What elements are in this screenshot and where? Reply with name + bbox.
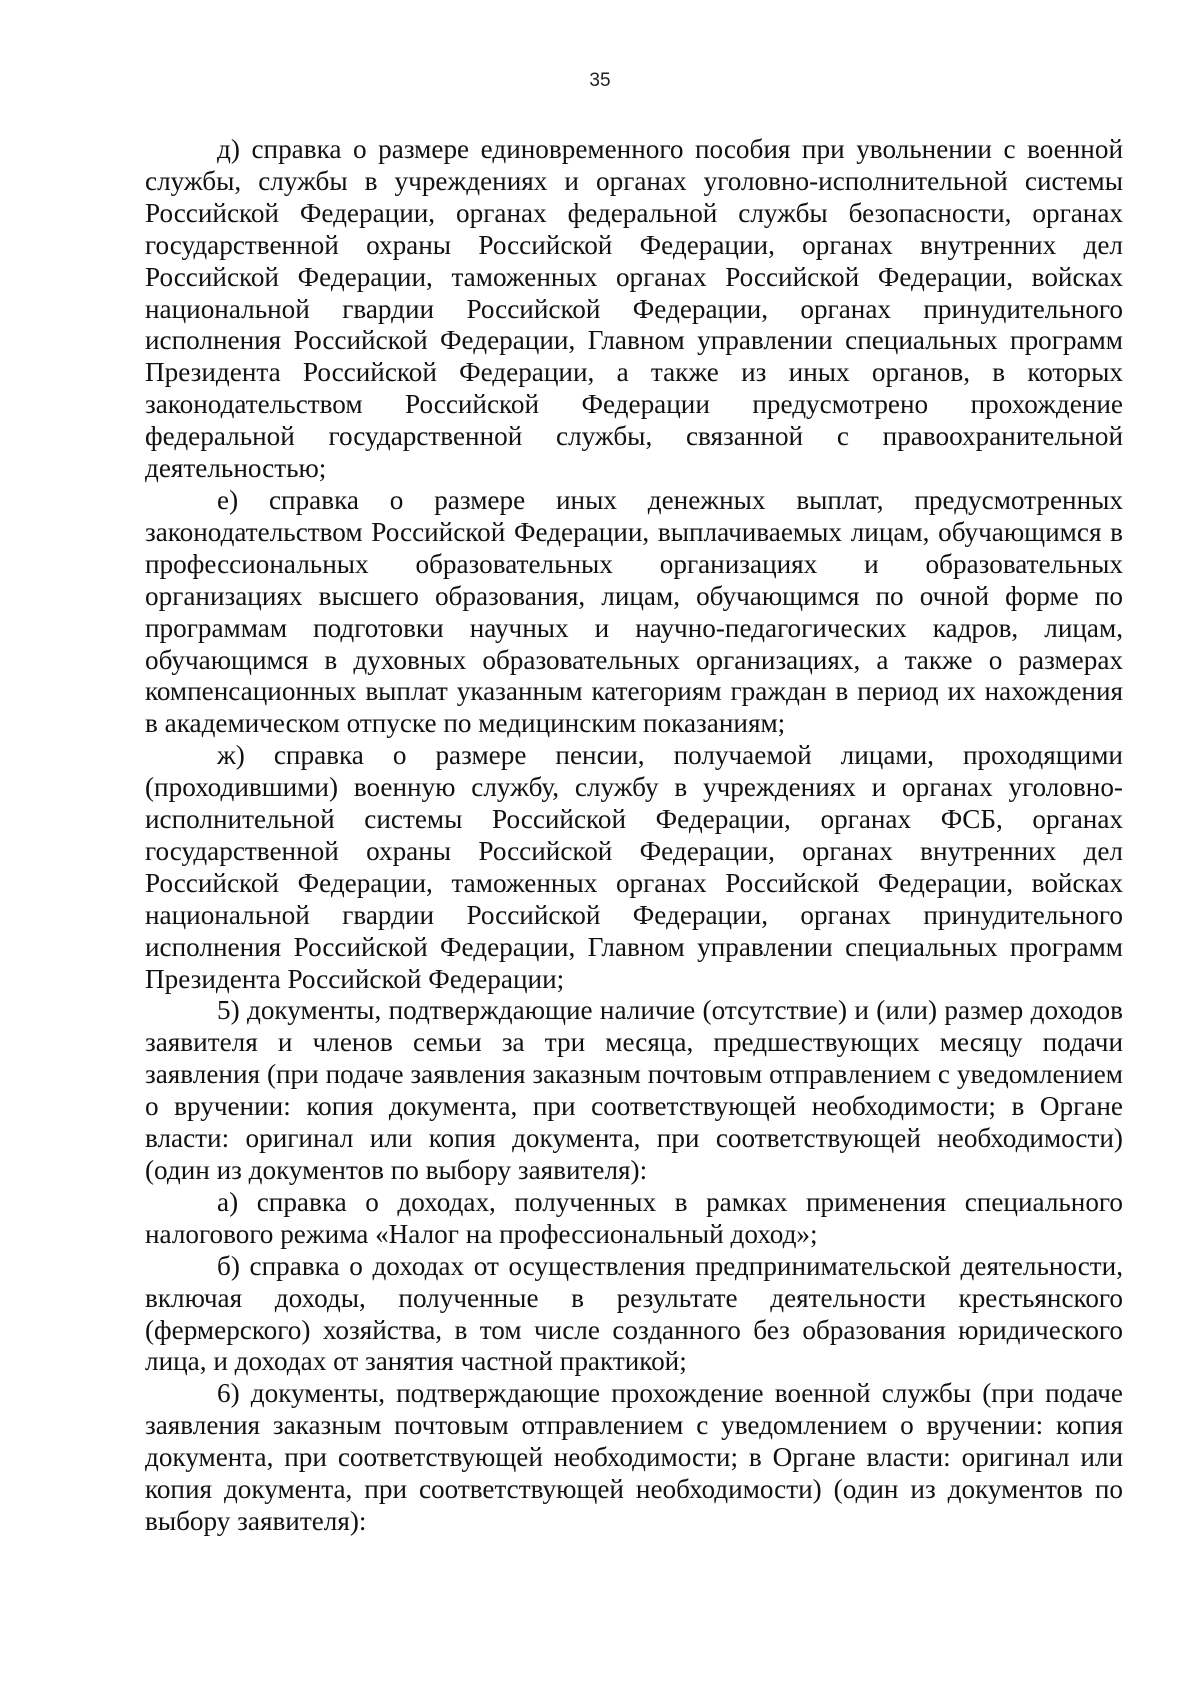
paragraph-b-business-income: б) справка о доходах от осуществления предпринимательской деятельности, включая доходы, полученные в результате деятельности крестьянского (фермерского) хозяйства, в том числе созданного без образования юридического лица, и доходах от занятия частной практикой; (145, 1250, 1123, 1377)
paragraph-5-income-documents: 5) документы, подтверждающие наличие (отсутствие) и (или) размер доходов заявителя и членов семьи за три месяца, предшествующих месяцу подачи заявления (при подаче заявления заказным почтовым отправлением с уведомлением о вручении: копия документа, при соответствующей необходимости; в Органе власти: оригинал или копия документа, при соответствующей необходимости) (один из документов по выбору заявителя): (145, 995, 1123, 1185)
document-body (145, 134, 1123, 1538)
paragraph-6-military-service: 6) документы, подтверждающие прохождение военной службы (при подаче заявления заказным почтовым отправлением с уведомлением о вручении: копия документа, при соответствующей необходимости; в Органе власти: оригинал или копия документа, при соответствующей необходимости) (один из документов по выбору заявителя): (145, 1378, 1123, 1536)
paragraph-zh-pension: ж) справка о размере пенсии, получаемой лицами, проходящими (проходившими) военную службу, службу в учреждениях и органах уголовно-исполнительной системы Российской Федерации, органах ФСБ, органах государственной охраны Российской Федерации, органах внутренних дел Российской Федерации, таможенных органах Российской Федерации, войсках национальной гвардии Российской Федерации, органах принудительного исполнения Российской Федерации, Главном управлении специальных программ Президента Российской Федерации; (145, 740, 1123, 994)
page-number: 35 (589, 70, 611, 91)
paragraph-e-other-payments: е) справка о размере иных денежных выплат, предусмотренных законодательством Российской Федерации, выплачиваемых лицам, обучающимся в профессиональных образовательных организациях и образовательных организациях высшего образования, лицам, обучающимся по очной форме по программам подготовки научных и научно-педагогических кадров, лицам, обучающимся в духовных образовательных организациях, а также о размерах компенсационных выплат указанным категориям граждан в период их нахождения в академическом отпуске по медицинским показаниям; (145, 484, 1123, 739)
paragraph-a-professional-income: а) справка о доходах, полученных в рамках применения специального налогового режима «Налог на профессиональный доход»; (145, 1186, 1123, 1249)
paragraph-d-lump-sum-benefit: д) справка о размере единовременного пособия при увольнении с военной службы, службы в учреждениях и органах уголовно-исполнительной системы Российской Федерации, органах федеральной службы безопасности, органах государственной охраны Российской Федерации, органах внутренних дел Российской Федерации, таможенных органах Российской Федерации, войсках национальной гвардии Российской Федерации, органах принудительного исполнения Российской Федерации, Главном управлении специальных программ Президента Российской Федерации, а также из иных органов, в которых законодательством Российской Федерации предусмотрено прохождение федеральной государственной службы, связанной с правоохранительной деятельностью; (145, 134, 1123, 484)
